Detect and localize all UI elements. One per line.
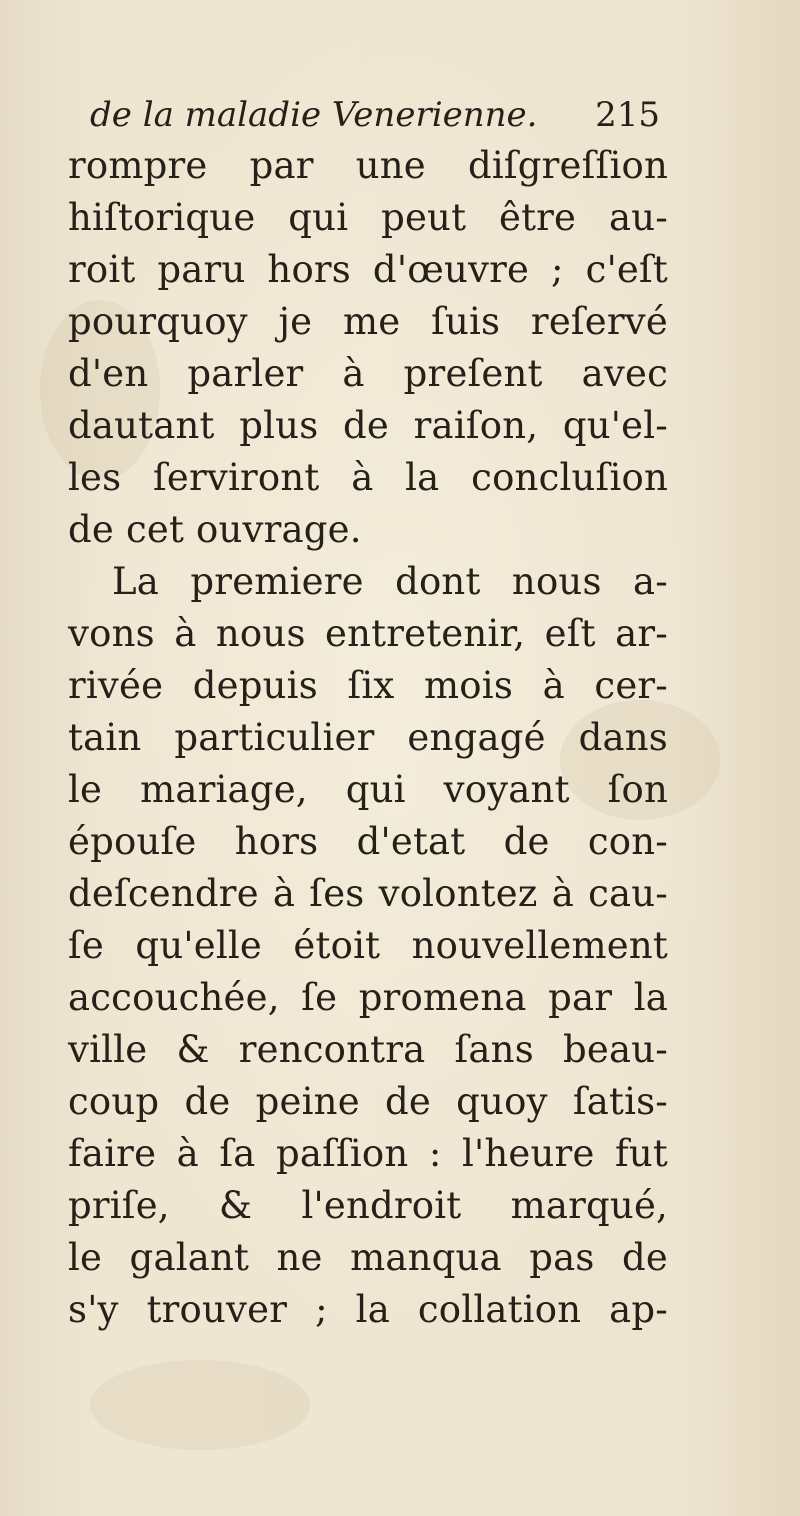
text-line: les ſerviront à la concluſion bbox=[68, 456, 668, 499]
text-line: tain particulier engagé dans bbox=[68, 716, 668, 759]
text-line: rompre par une diſgreſſion bbox=[68, 144, 668, 187]
text-line: d'en parler à preſent avec bbox=[68, 352, 668, 395]
text-line: deſcendre à ſes volontez à cau- bbox=[68, 872, 668, 915]
text-line: ville & rencontra ſans beau- bbox=[68, 1028, 668, 1071]
text-line: le mariage, qui voyant ſon bbox=[68, 768, 668, 811]
text-line: roit paru hors d'œuvre ; c'eſt bbox=[68, 248, 668, 291]
text-line: coup de peine de quoy ſatis- bbox=[68, 1080, 668, 1123]
text-line: priſe, & l'endroit marqué, bbox=[68, 1184, 668, 1227]
text-line: rivée depuis ſix mois à cer- bbox=[68, 664, 668, 707]
text-line: accouchée, ſe promena par la bbox=[68, 976, 668, 1019]
text-line: le galant ne manqua pas de bbox=[68, 1236, 668, 1279]
paper-stain bbox=[90, 1360, 310, 1450]
text-line: hiſtorique qui peut être au- bbox=[68, 196, 668, 239]
text-line: s'y trouver ; la collation ap- bbox=[68, 1288, 668, 1331]
running-title: de la maladie Venerienne. bbox=[90, 95, 538, 135]
text-line: de cet ouvrage. bbox=[68, 508, 362, 551]
text-line: pourquoy je me ſuis reſervé bbox=[68, 300, 668, 343]
body-text bbox=[68, 140, 668, 1336]
text-line: faire à ſa paſſion : l'heure fut bbox=[68, 1132, 668, 1175]
running-header bbox=[90, 90, 660, 140]
text-line: dautant plus de raiſon, qu'el- bbox=[68, 404, 668, 447]
text-line: La premiere dont nous a- bbox=[112, 560, 668, 603]
text-line: ſe qu'elle étoit nouvellement bbox=[68, 924, 668, 967]
text-line: épouſe hors d'etat de con- bbox=[68, 820, 668, 863]
page-number: 215 bbox=[595, 95, 660, 135]
text-line: vons à nous entretenir, eſt ar- bbox=[68, 612, 668, 655]
